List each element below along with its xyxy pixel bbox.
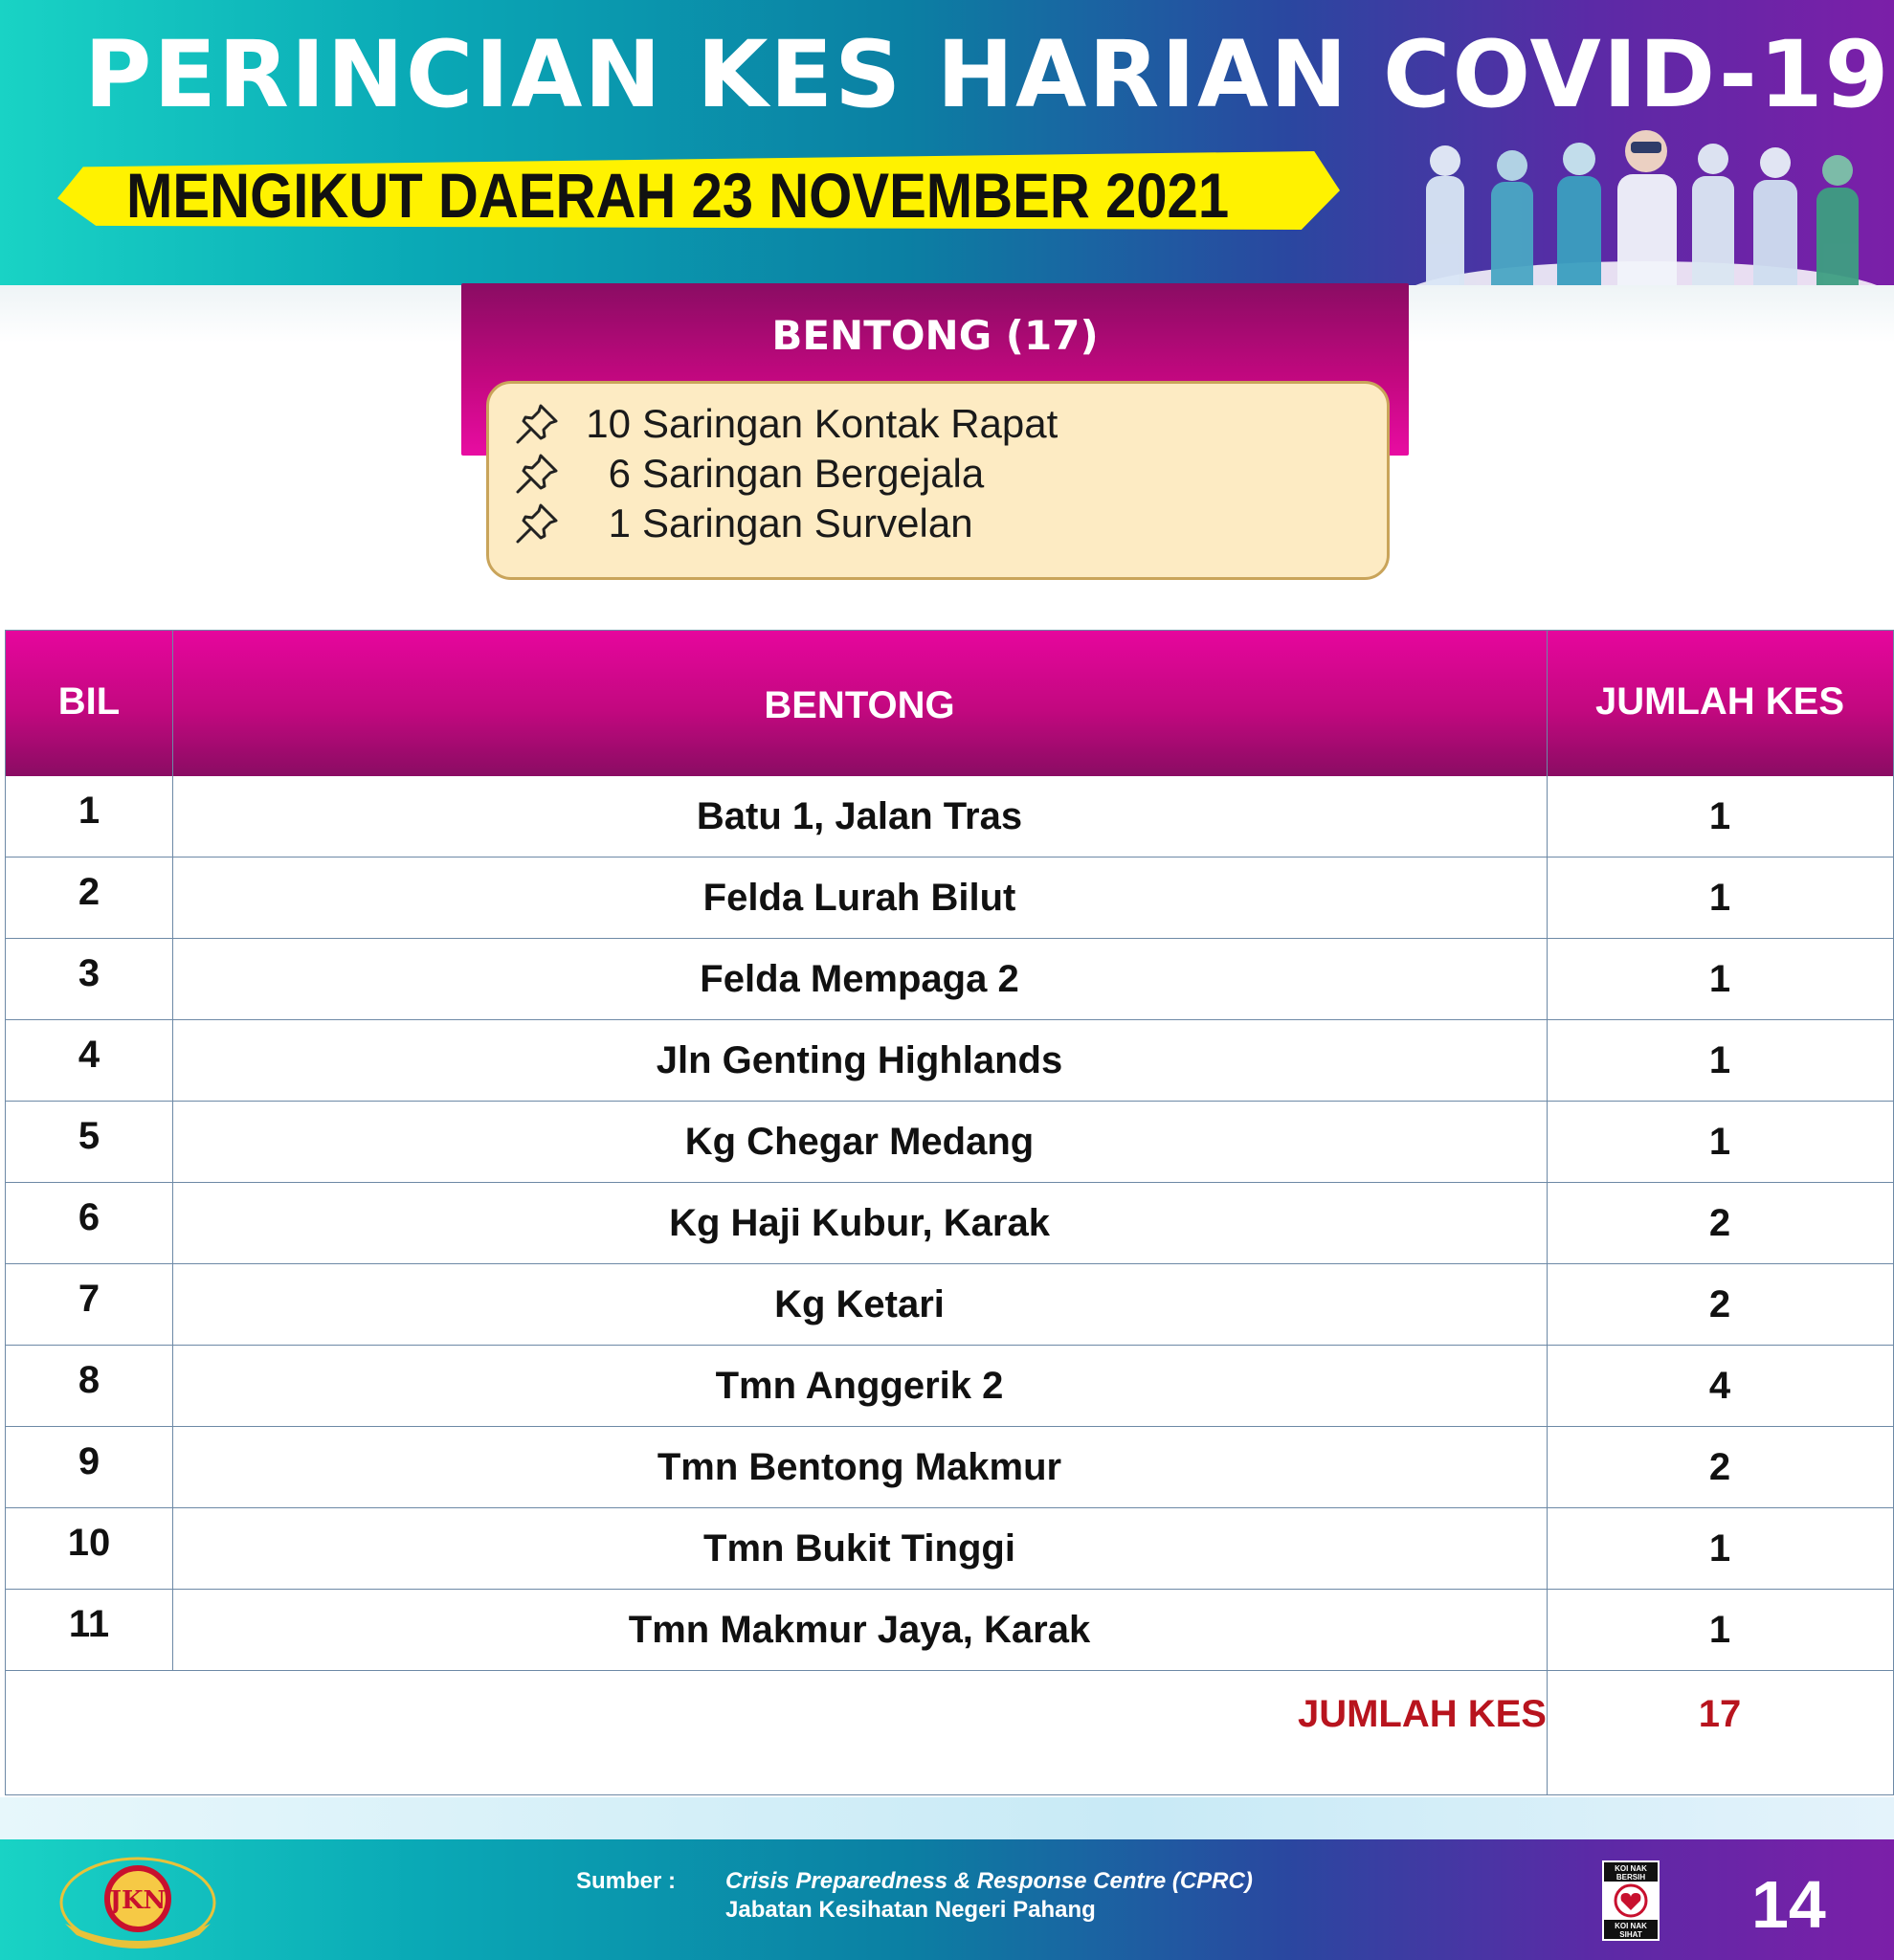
cell-cases: 1	[1708, 877, 1731, 919]
table-row	[6, 1102, 1893, 1183]
cell-bil: 6	[78, 1196, 100, 1238]
page-title: PERINCIAN KES HARIAN COVID-19	[84, 21, 1891, 128]
cell-bil: 4	[78, 1034, 100, 1076]
summary-box	[486, 381, 1390, 580]
total-label: JUMLAH KES	[1297, 1693, 1547, 1735]
cell-cases: 1	[1708, 1527, 1731, 1570]
table-row	[6, 1508, 1893, 1590]
source-department: Jabatan Kesihatan Negeri Pahang	[725, 1897, 1096, 1923]
cell-location: Jln Genting Highlands	[656, 1039, 1063, 1081]
table-row	[6, 1020, 1893, 1102]
cell-bil: 7	[78, 1278, 100, 1320]
footer-haze	[0, 1797, 1894, 1840]
cell-bil: 11	[68, 1603, 110, 1645]
cell-cases: 1	[1708, 958, 1731, 1000]
summary-item	[512, 399, 1058, 449]
page-number: 14	[1751, 1867, 1826, 1942]
cell-cases: 1	[1708, 1609, 1731, 1651]
cell-cases: 1	[1708, 795, 1731, 837]
table-header	[6, 631, 1893, 776]
cell-bil: 9	[78, 1440, 100, 1482]
table-row	[6, 1590, 1893, 1671]
svg-text:BERSIH: BERSIH	[1615, 1873, 1646, 1882]
cell-location: Kg Ketari	[774, 1283, 945, 1325]
cell-bil: 1	[78, 790, 100, 832]
jkn-logo	[56, 1855, 220, 1950]
cell-location: Felda Lurah Bilut	[702, 877, 1016, 919]
cell-location: Tmn Bukit Tinggi	[703, 1527, 1015, 1570]
cell-bil: 8	[78, 1359, 100, 1401]
pushpin-icon	[512, 400, 562, 448]
summary-item	[512, 449, 984, 499]
table-row	[6, 1346, 1893, 1427]
cell-bil: 2	[78, 871, 100, 913]
svg-text:KOI NAK: KOI NAK	[1615, 1864, 1647, 1873]
cell-location: Felda Mempaga 2	[700, 958, 1019, 1000]
summary-title: BENTONG (17)	[771, 312, 1099, 359]
source-label: Sumber :	[576, 1868, 677, 1894]
cell-cases: 1	[1708, 1121, 1731, 1163]
table-row	[6, 776, 1893, 858]
summary-item	[512, 499, 973, 548]
column-header-bil: BIL	[57, 680, 121, 723]
summary-label: Saringan Survelan	[642, 501, 973, 546]
svg-text:KOI NAK: KOI NAK	[1615, 1922, 1647, 1930]
cell-location: Kg Haji Kubur, Karak	[669, 1202, 1050, 1244]
summary-label: Saringan Bergejala	[642, 451, 985, 496]
header-banner	[0, 0, 1894, 285]
healthcare-workers-illustration	[1407, 122, 1885, 285]
cases-table	[5, 630, 1894, 1795]
pushpin-icon	[512, 450, 562, 498]
column-header-location: BENTONG	[764, 684, 955, 726]
source-organization: Crisis Preparedness & Response Centre (CPRC)	[725, 1868, 1253, 1894]
svg-text:JKN: JKN	[109, 1886, 167, 1915]
cell-location: Tmn Anggerik 2	[715, 1365, 1004, 1407]
summary-label: Saringan Kontak Rapat	[642, 401, 1058, 446]
table-row	[6, 858, 1893, 939]
page-subtitle: MENGIKUT DAERAH 23 NOVEMBER 2021	[126, 160, 1230, 231]
cell-location: Tmn Makmur Jaya, Karak	[628, 1609, 1091, 1651]
table-row	[6, 1264, 1893, 1346]
svg-text:SIHAT: SIHAT	[1619, 1930, 1642, 1939]
cell-bil: 10	[67, 1522, 111, 1564]
cell-location: Kg Chegar Medang	[684, 1121, 1035, 1163]
koi-nak-bersih-badge	[1602, 1860, 1660, 1941]
cell-cases: 2	[1708, 1283, 1731, 1325]
cell-location: Batu 1, Jalan Tras	[696, 795, 1023, 837]
summary-count: 10	[586, 401, 631, 446]
pushpin-icon	[512, 500, 562, 547]
table-row	[6, 1183, 1893, 1264]
cell-cases: 1	[1708, 1039, 1731, 1081]
cell-bil: 5	[78, 1115, 100, 1157]
total-value: 17	[1698, 1693, 1742, 1735]
cell-bil: 3	[78, 952, 100, 994]
table-row	[6, 1427, 1893, 1508]
column-header-cases: JUMLAH KES	[1594, 680, 1845, 723]
table-row	[6, 939, 1893, 1020]
cell-location: Tmn Bentong Makmur	[657, 1446, 1062, 1488]
cell-cases: 2	[1708, 1202, 1731, 1244]
cell-cases: 4	[1708, 1365, 1731, 1407]
summary-count: 1	[608, 501, 631, 546]
cell-cases: 2	[1708, 1446, 1731, 1488]
summary-count: 6	[608, 451, 631, 496]
